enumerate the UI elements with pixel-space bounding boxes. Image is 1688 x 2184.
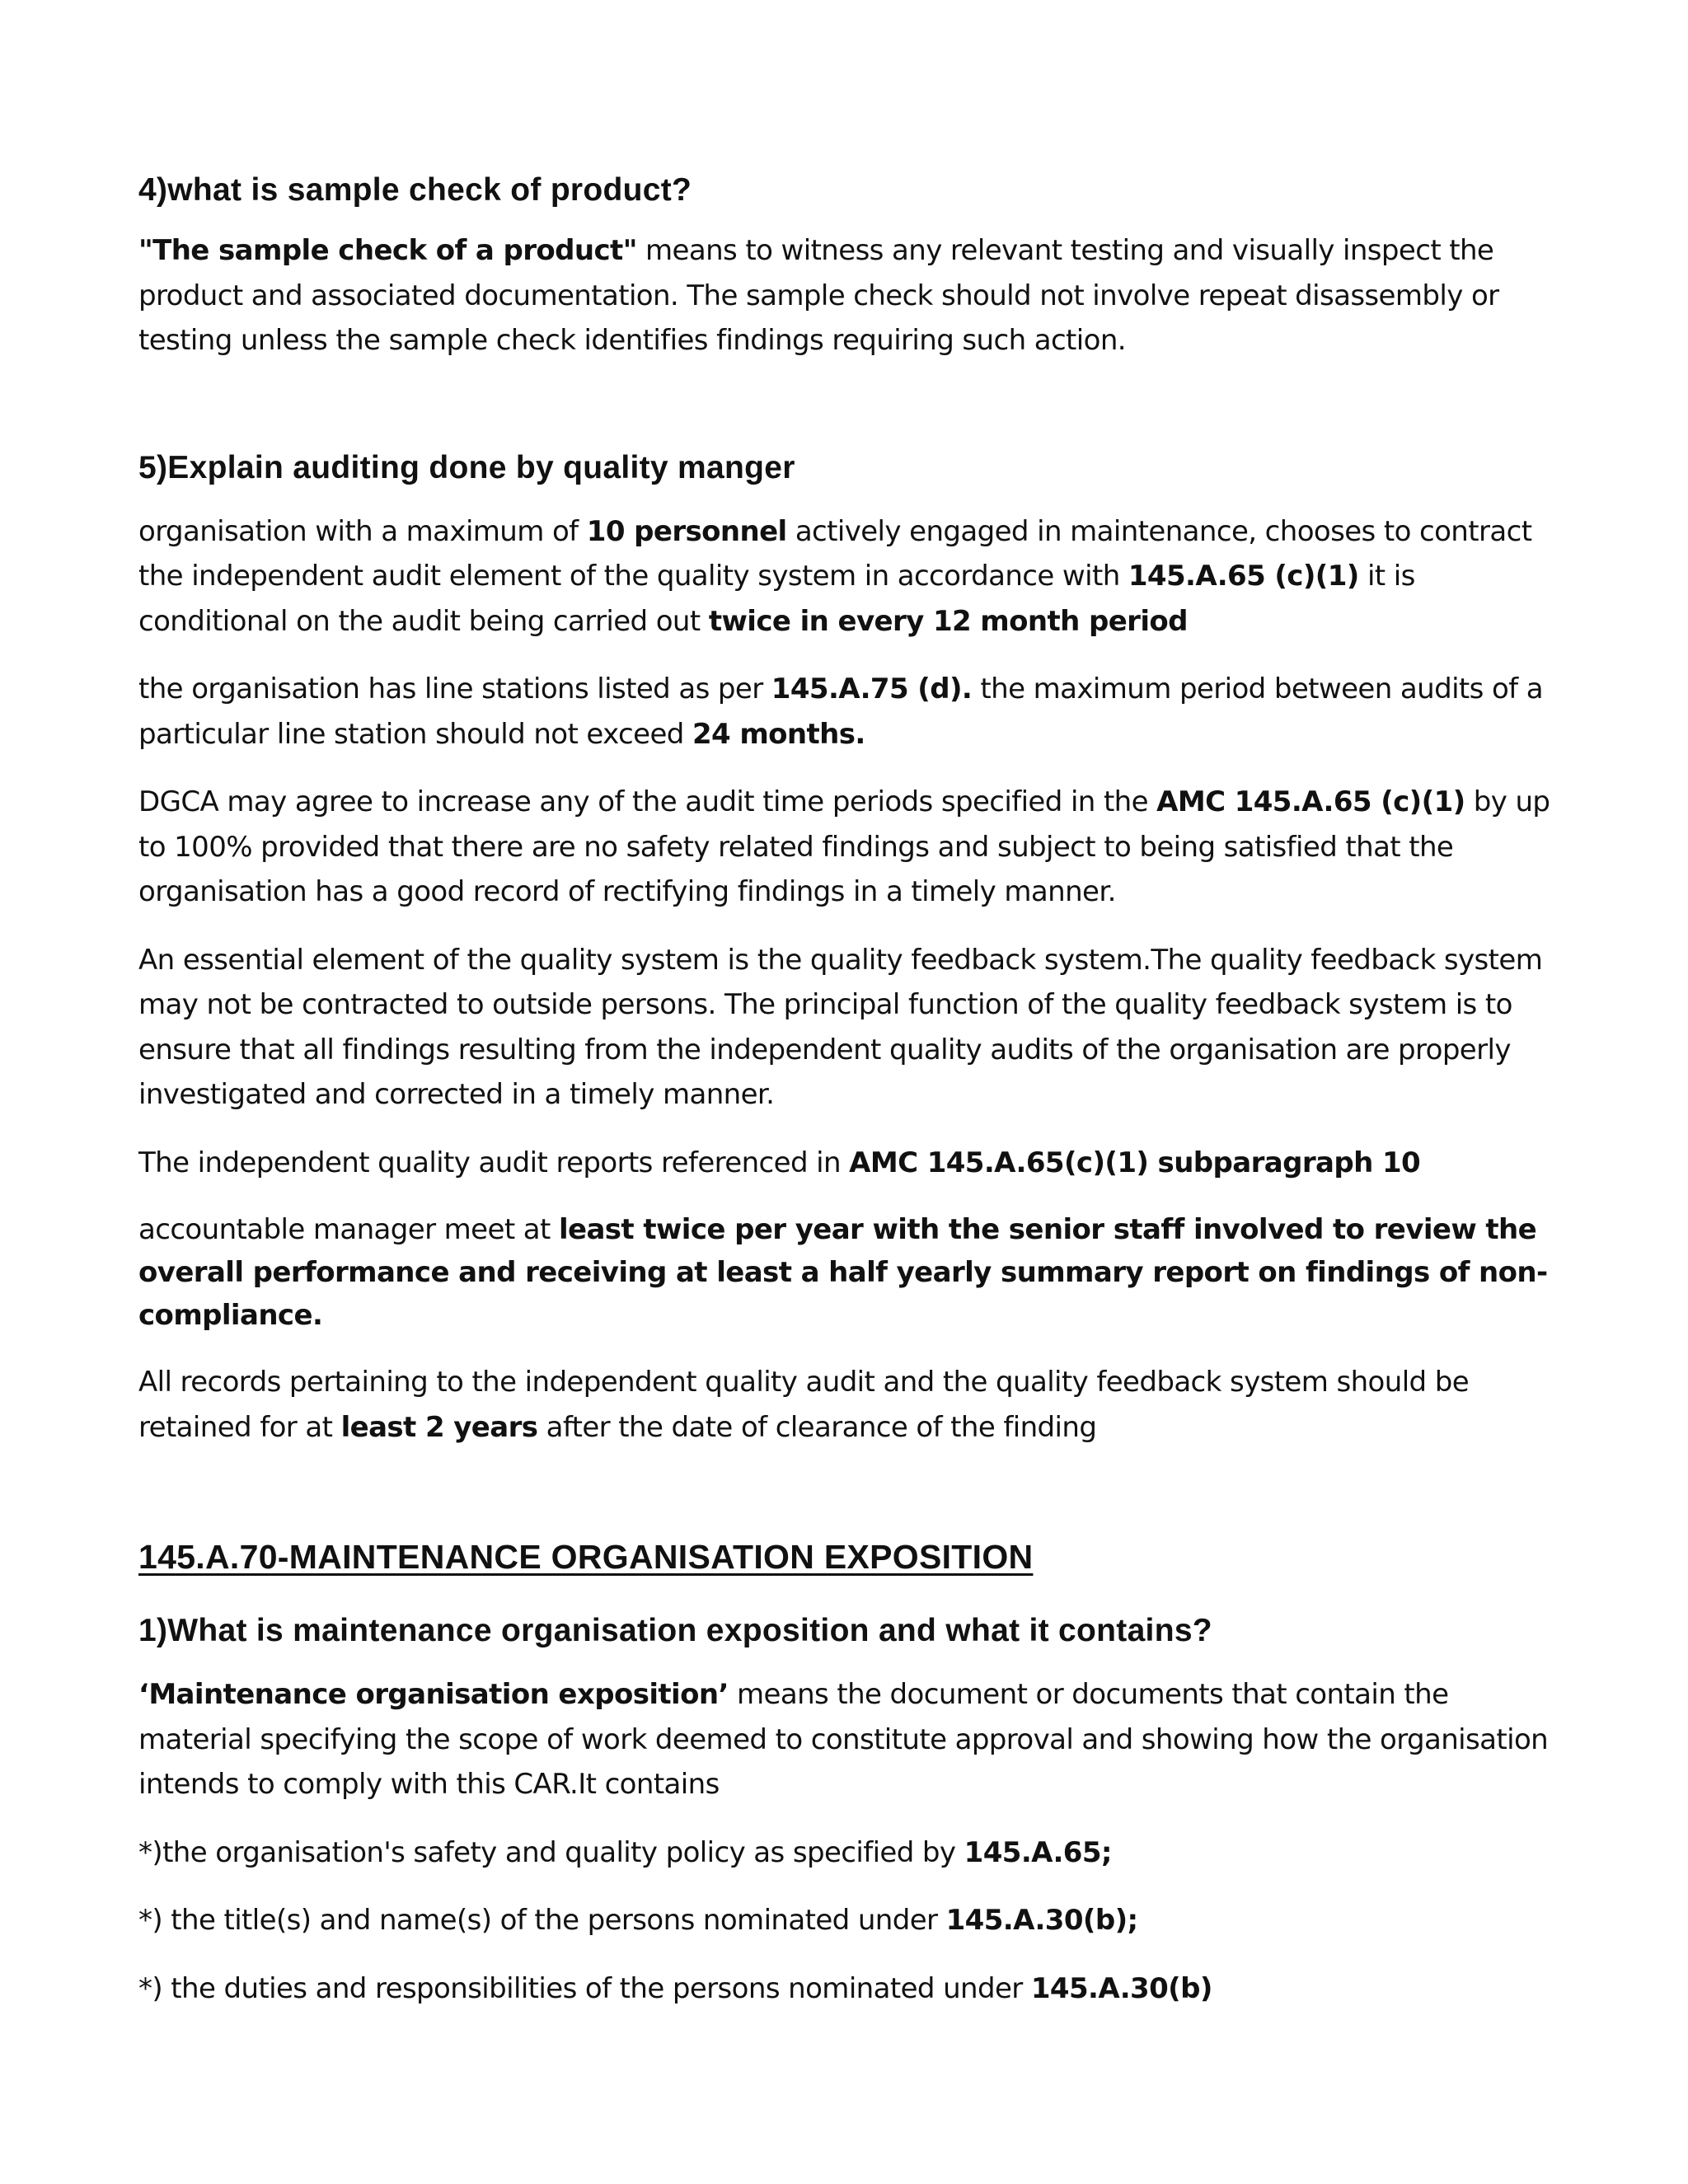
question-1-heading: 1)What is maintenance organisation exposition and what it contains? [138,1613,1212,1648]
question-5-heading: 5)Explain auditing done by quality manger [138,449,795,485]
list-item: *) the title(s) and name(s) of the persons nominated under 145.A.30(b); [138,1904,1138,1937]
moe-definition: ‘Maintenance organisation exposition’ means the document or documents that contain the material specifying the scope of work deemed to constitute approval and showing how the organisation intends to comply with this CAR.It contains [138,1678,1549,1801]
audit-paragraph-1: organisation with a maximum of 10 personnel actively engaged in maintenance, chooses to contract the independent audit element of the quality system in accordance with 145.A.65 (c)(1) it is conditional on the audit being carried out twice in every 12 month period [138,514,1532,638]
question-4-heading: 4)what is sample check of product? [138,172,692,208]
list-item: *) the duties and responsibilities of the persons nominated under 145.A.30(b) [138,1971,1212,2005]
section-heading-145-a-70: 145.A.70-MAINTENANCE ORGANISATION EXPOSITION [138,1538,1034,1576]
audit-paragraph-2: the organisation has line stations listed as per 145.A.75 (d). the maximum period between audits of a particular line station should not exceed 24 months. [138,673,1543,751]
audit-paragraph-4: An essential element of the quality system is the quality feedback system.The quality feedback system may not be contracted to outside persons. The principal function of the quality feedback system is to ensure that all findings resulting from the independent quality audits of the organisation are properly investigated and corrected in a timely manner. [138,943,1543,1111]
audit-paragraph-3: DGCA may agree to increase any of the audit time periods specified in the AMC 145.A.65 (c)(1) by up to 100% provided that there are no safety related findings and subject to being satisfied that the organisation has a good record of rectifying findings in a timely manner. [138,785,1550,908]
sample-check-definition: "The sample check of a product" means to witness any relevant testing and visually inspect the product and associated documentation. The sample check should not involve repeat disassembly or testing unless the sample check identifies findings requiring such action. [138,234,1499,357]
audit-paragraph-5: The independent quality audit reports referenced in AMC 145.A.65(c)(1) subparagraph 10 [138,1146,1421,1179]
list-item: *)the organisation's safety and quality policy as specified by 145.A.65; [138,1835,1112,1869]
audit-paragraph-6: accountable manager meet at least twice per year with the senior staff involved to review the overall performance and receiving at least a half yearly summary report on findings of non-compliance. [138,1213,1548,1332]
bold-term: "The sample check of a product" [138,234,637,267]
audit-paragraph-7: All records pertaining to the independent quality audit and the quality feedback system should be retained for at least 2 years after the date of clearance of the finding [138,1366,1470,1444]
document-body [138,169,1556,2011]
